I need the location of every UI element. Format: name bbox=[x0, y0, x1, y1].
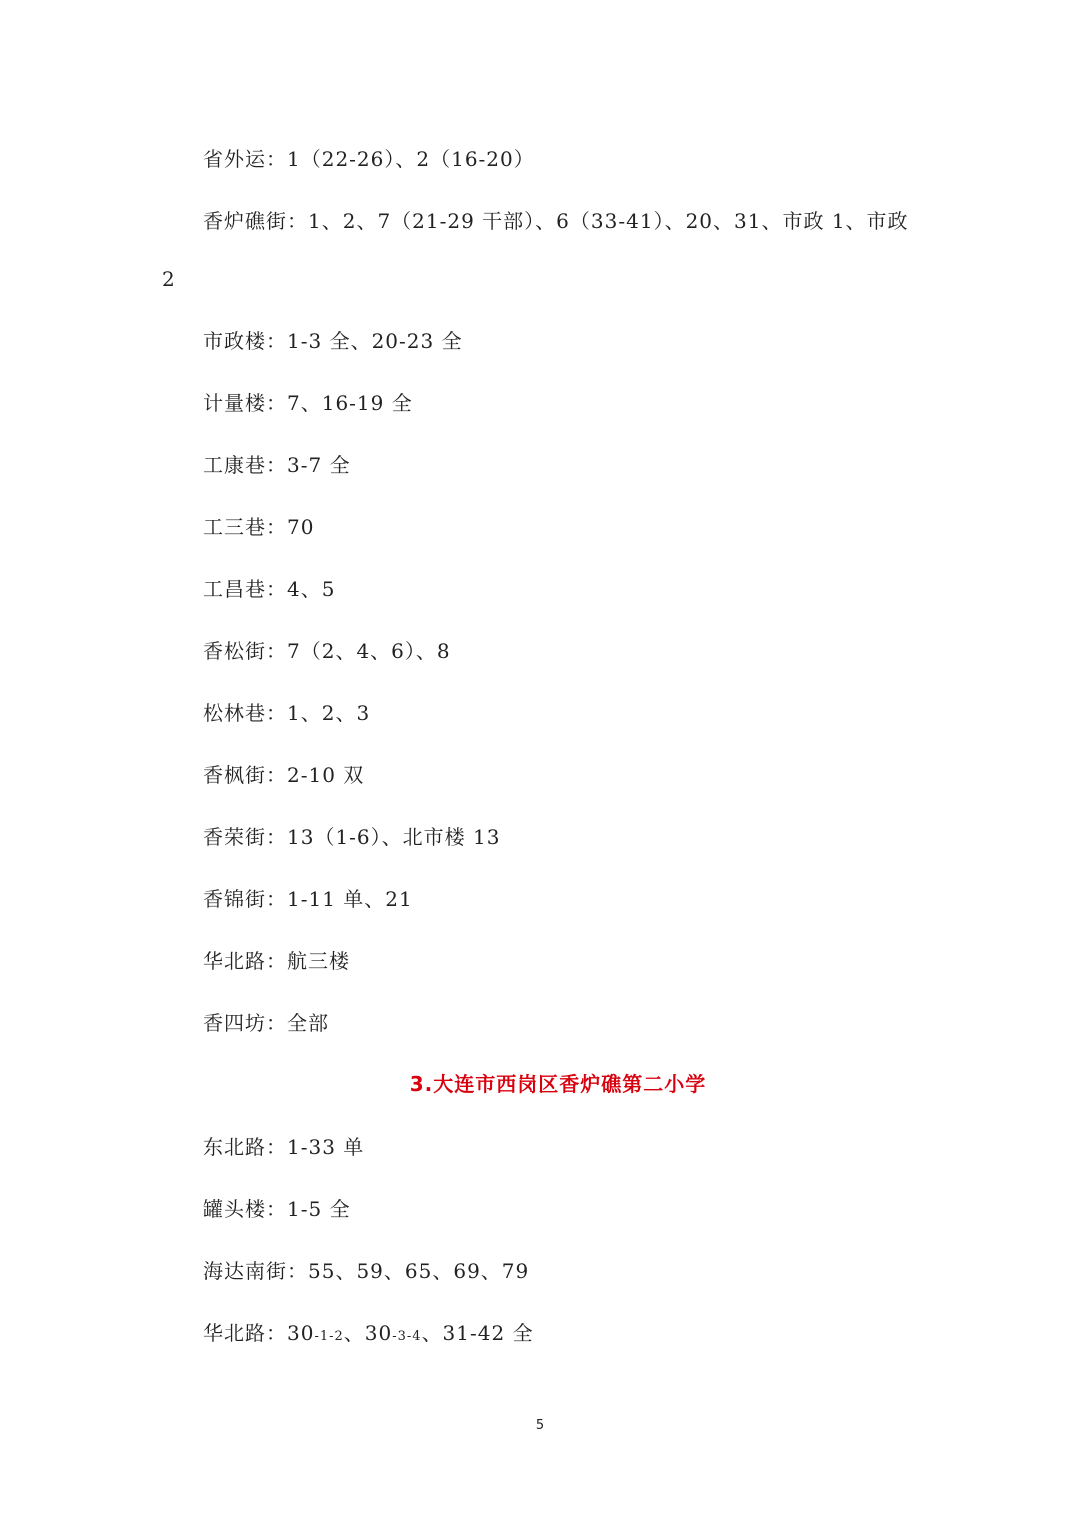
line-xiangfeng-street: 香枫街：2-10 双 bbox=[203, 763, 365, 787]
page-number: 5 bbox=[535, 1418, 545, 1433]
huabei-sub-unit-1: -1-2 bbox=[314, 1329, 344, 1344]
huabei-prefix: 华北路：30 bbox=[203, 1321, 315, 1345]
line-xianglujiao-street: 香炉礁街：1、2、7（21-29 干部）、6（33-41）、20、31、市政 1、市政 bbox=[203, 209, 909, 233]
line-xiangsong-street: 香松街：7（2、4、6）、8 bbox=[203, 639, 451, 663]
line-dongbei-road: 东北路：1-33 单 bbox=[203, 1135, 365, 1159]
huabei-suffix: 、31-42 全 bbox=[421, 1321, 534, 1345]
line-gongkang-lane: 工康巷：3-7 全 bbox=[203, 453, 351, 477]
line-haida-south-street: 海达南街：55、59、65、69、79 bbox=[203, 1259, 530, 1283]
line-huabei-road-numbers bbox=[203, 1319, 534, 1351]
line-gongchang-lane: 工昌巷：4、5 bbox=[203, 577, 336, 601]
line-huabei-road-hangsan: 华北路：航三楼 bbox=[203, 949, 350, 973]
line-songlin-lane: 松林巷：1、2、3 bbox=[203, 701, 371, 725]
line-guantou-building: 罐头楼：1-5 全 bbox=[203, 1197, 351, 1221]
line-xiangsifang: 香四坊：全部 bbox=[203, 1011, 329, 1035]
line-shengwaiyun: 省外运：1（22-26）、2（16-20） bbox=[203, 147, 535, 171]
huabei-mid: 、30 bbox=[343, 1321, 393, 1345]
line-shizheng-building: 市政楼：1-3 全、20-23 全 bbox=[203, 329, 463, 353]
line-jiliang-building: 计量楼：7、16-19 全 bbox=[203, 391, 413, 415]
line-xiangjin-street: 香锦街：1-11 单、21 bbox=[203, 887, 413, 911]
section-heading-school: 3.大连市西岗区香炉礁第二小学 bbox=[409, 1072, 707, 1096]
line-xiangrong-street: 香荣街：13（1-6）、北市楼 13 bbox=[203, 825, 501, 849]
huabei-sub-unit-2: -3-4 bbox=[392, 1329, 422, 1344]
line-gongsan-lane: 工三巷：70 bbox=[203, 515, 315, 539]
line-xianglujiao-street-continued: 2 bbox=[162, 267, 175, 291]
